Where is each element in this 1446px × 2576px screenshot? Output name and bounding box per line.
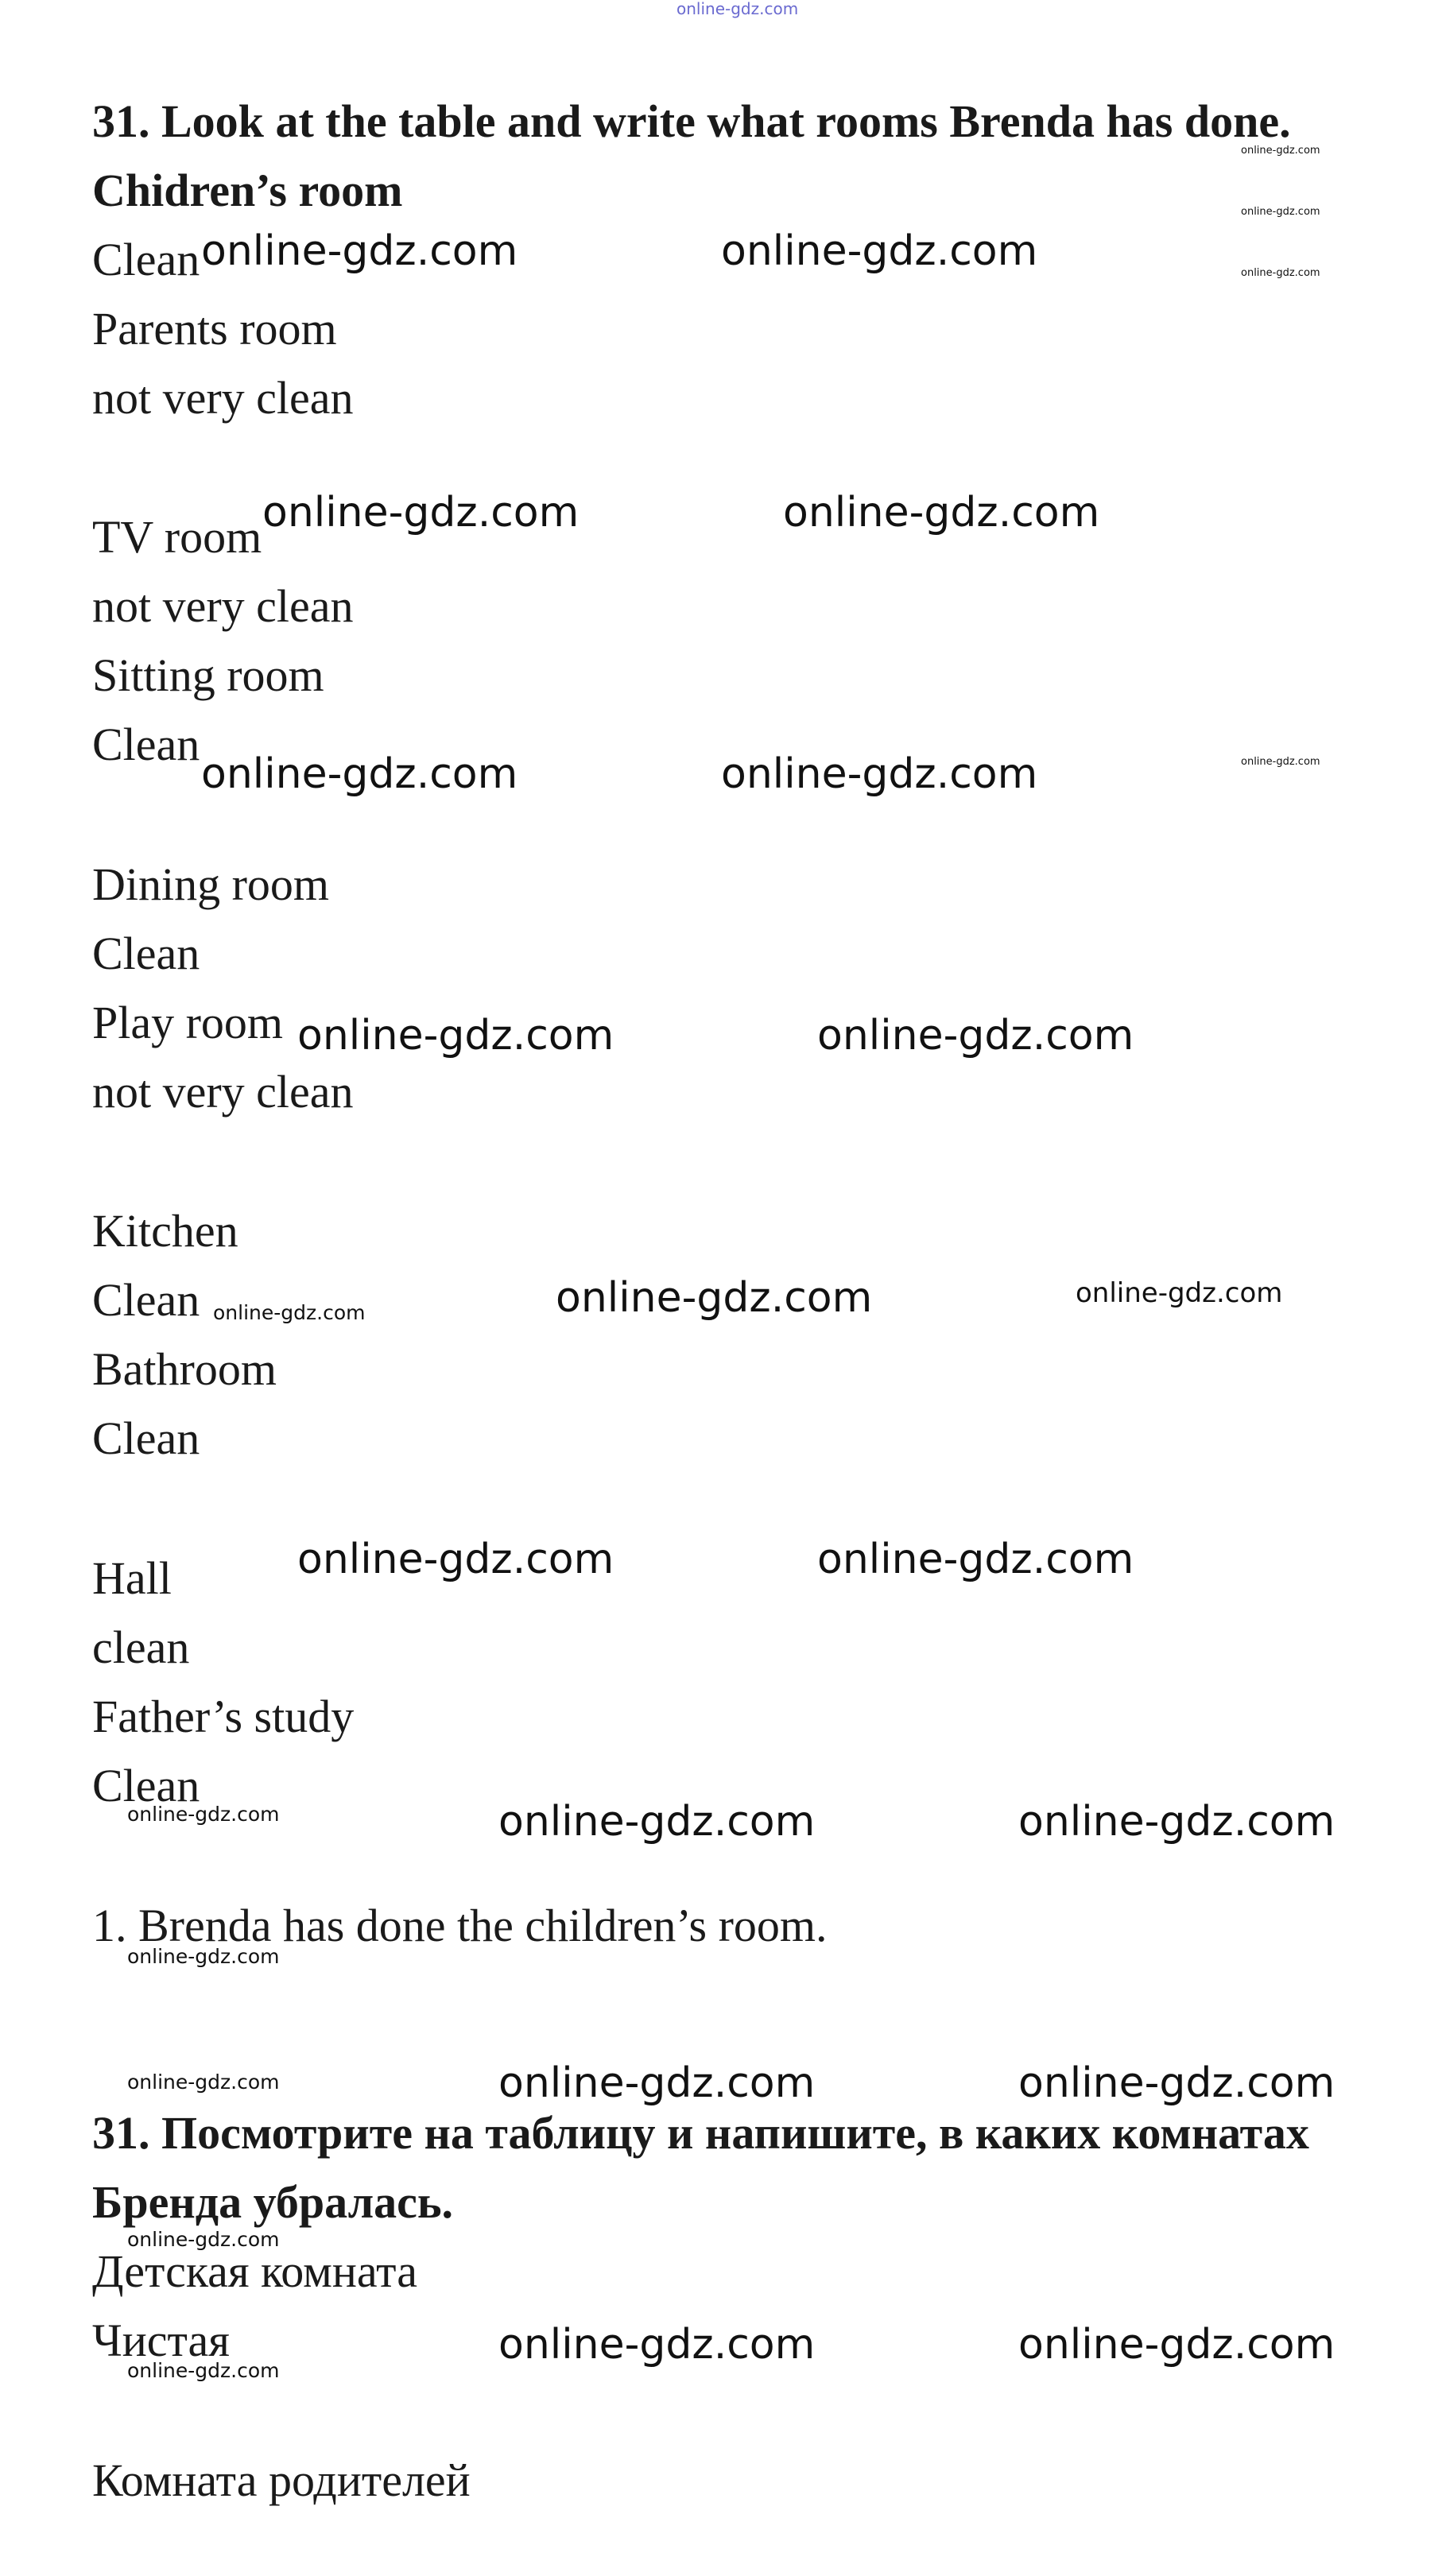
watermark: online-gdz.com [1241,206,1320,218]
room-name: TV room [92,511,262,563]
watermark: online-gdz.com [127,1945,280,1968]
room-name: Father’s study [92,1691,355,1742]
watermark: online-gdz.com [262,489,580,537]
room-status: Clean [92,719,200,770]
room-status: not very clean [92,1066,354,1118]
room-name: Chidren’s room [92,165,403,216]
room-name: Bathroom [92,1343,277,1395]
watermark: online-gdz.com [721,227,1038,275]
room-name: Hall [92,1552,172,1604]
watermark: online-gdz.com [498,1798,816,1846]
room-status: not very clean [92,580,354,632]
watermark: online-gdz.com [498,2321,816,2369]
room-status: Clean [92,1412,200,1464]
watermark: online-gdz.com [1241,145,1320,157]
room-status: Clean [92,234,200,285]
room-name: Kitchen [92,1205,238,1257]
room-name: Play room [92,997,284,1048]
room-name: Parents room [92,303,337,354]
room-name-ru: Детская комната [92,2245,417,2297]
header-watermark: online-gdz.com [676,0,799,18]
watermark: online-gdz.com [1241,267,1320,279]
watermark: online-gdz.com [213,1301,366,1324]
room-status: Clean [92,1760,200,1811]
watermark: online-gdz.com [127,2228,280,2251]
watermark: online-gdz.com [1018,2321,1336,2369]
watermark: online-gdz.com [1018,1798,1336,1846]
watermark: online-gdz.com [1076,1277,1283,1309]
room-status: Clean [92,1274,200,1326]
watermark: online-gdz.com [201,227,518,275]
watermark: online-gdz.com [127,1803,280,1826]
watermark: online-gdz.com [721,750,1038,798]
exercise-title: 31. Look at the table and write what rooms Brenda has done. [92,95,1291,147]
exercise-title-ru: 31. Посмотрите на таблицу и напишите, в каких комнатах [92,2107,1309,2159]
room-status: clean [92,1621,190,1673]
room-status-ru: Чистая [92,2315,230,2366]
answer-line: 1. Brenda has done the children’s room. [92,1900,828,1951]
watermark: online-gdz.com [127,2070,280,2094]
room-name: Dining room [92,858,330,910]
watermark: online-gdz.com [783,489,1100,537]
watermark: online-gdz.com [817,1012,1134,1059]
room-status: not very clean [92,372,354,424]
watermark: online-gdz.com [556,1274,873,1322]
room-name: Sitting room [92,649,324,701]
watermark: online-gdz.com [297,1012,614,1059]
exercise-title-ru-cont: Бренда убралась. [92,2176,454,2228]
watermark: online-gdz.com [498,2059,816,2107]
room-status: Clean [92,928,200,979]
watermark: online-gdz.com [201,750,518,798]
watermark: online-gdz.com [297,1536,614,1583]
watermark: online-gdz.com [1018,2059,1336,2107]
watermark: online-gdz.com [1241,756,1320,768]
watermark: online-gdz.com [817,1536,1134,1583]
watermark: online-gdz.com [127,2359,280,2382]
room-name-ru: Комната родителей [92,2454,471,2506]
